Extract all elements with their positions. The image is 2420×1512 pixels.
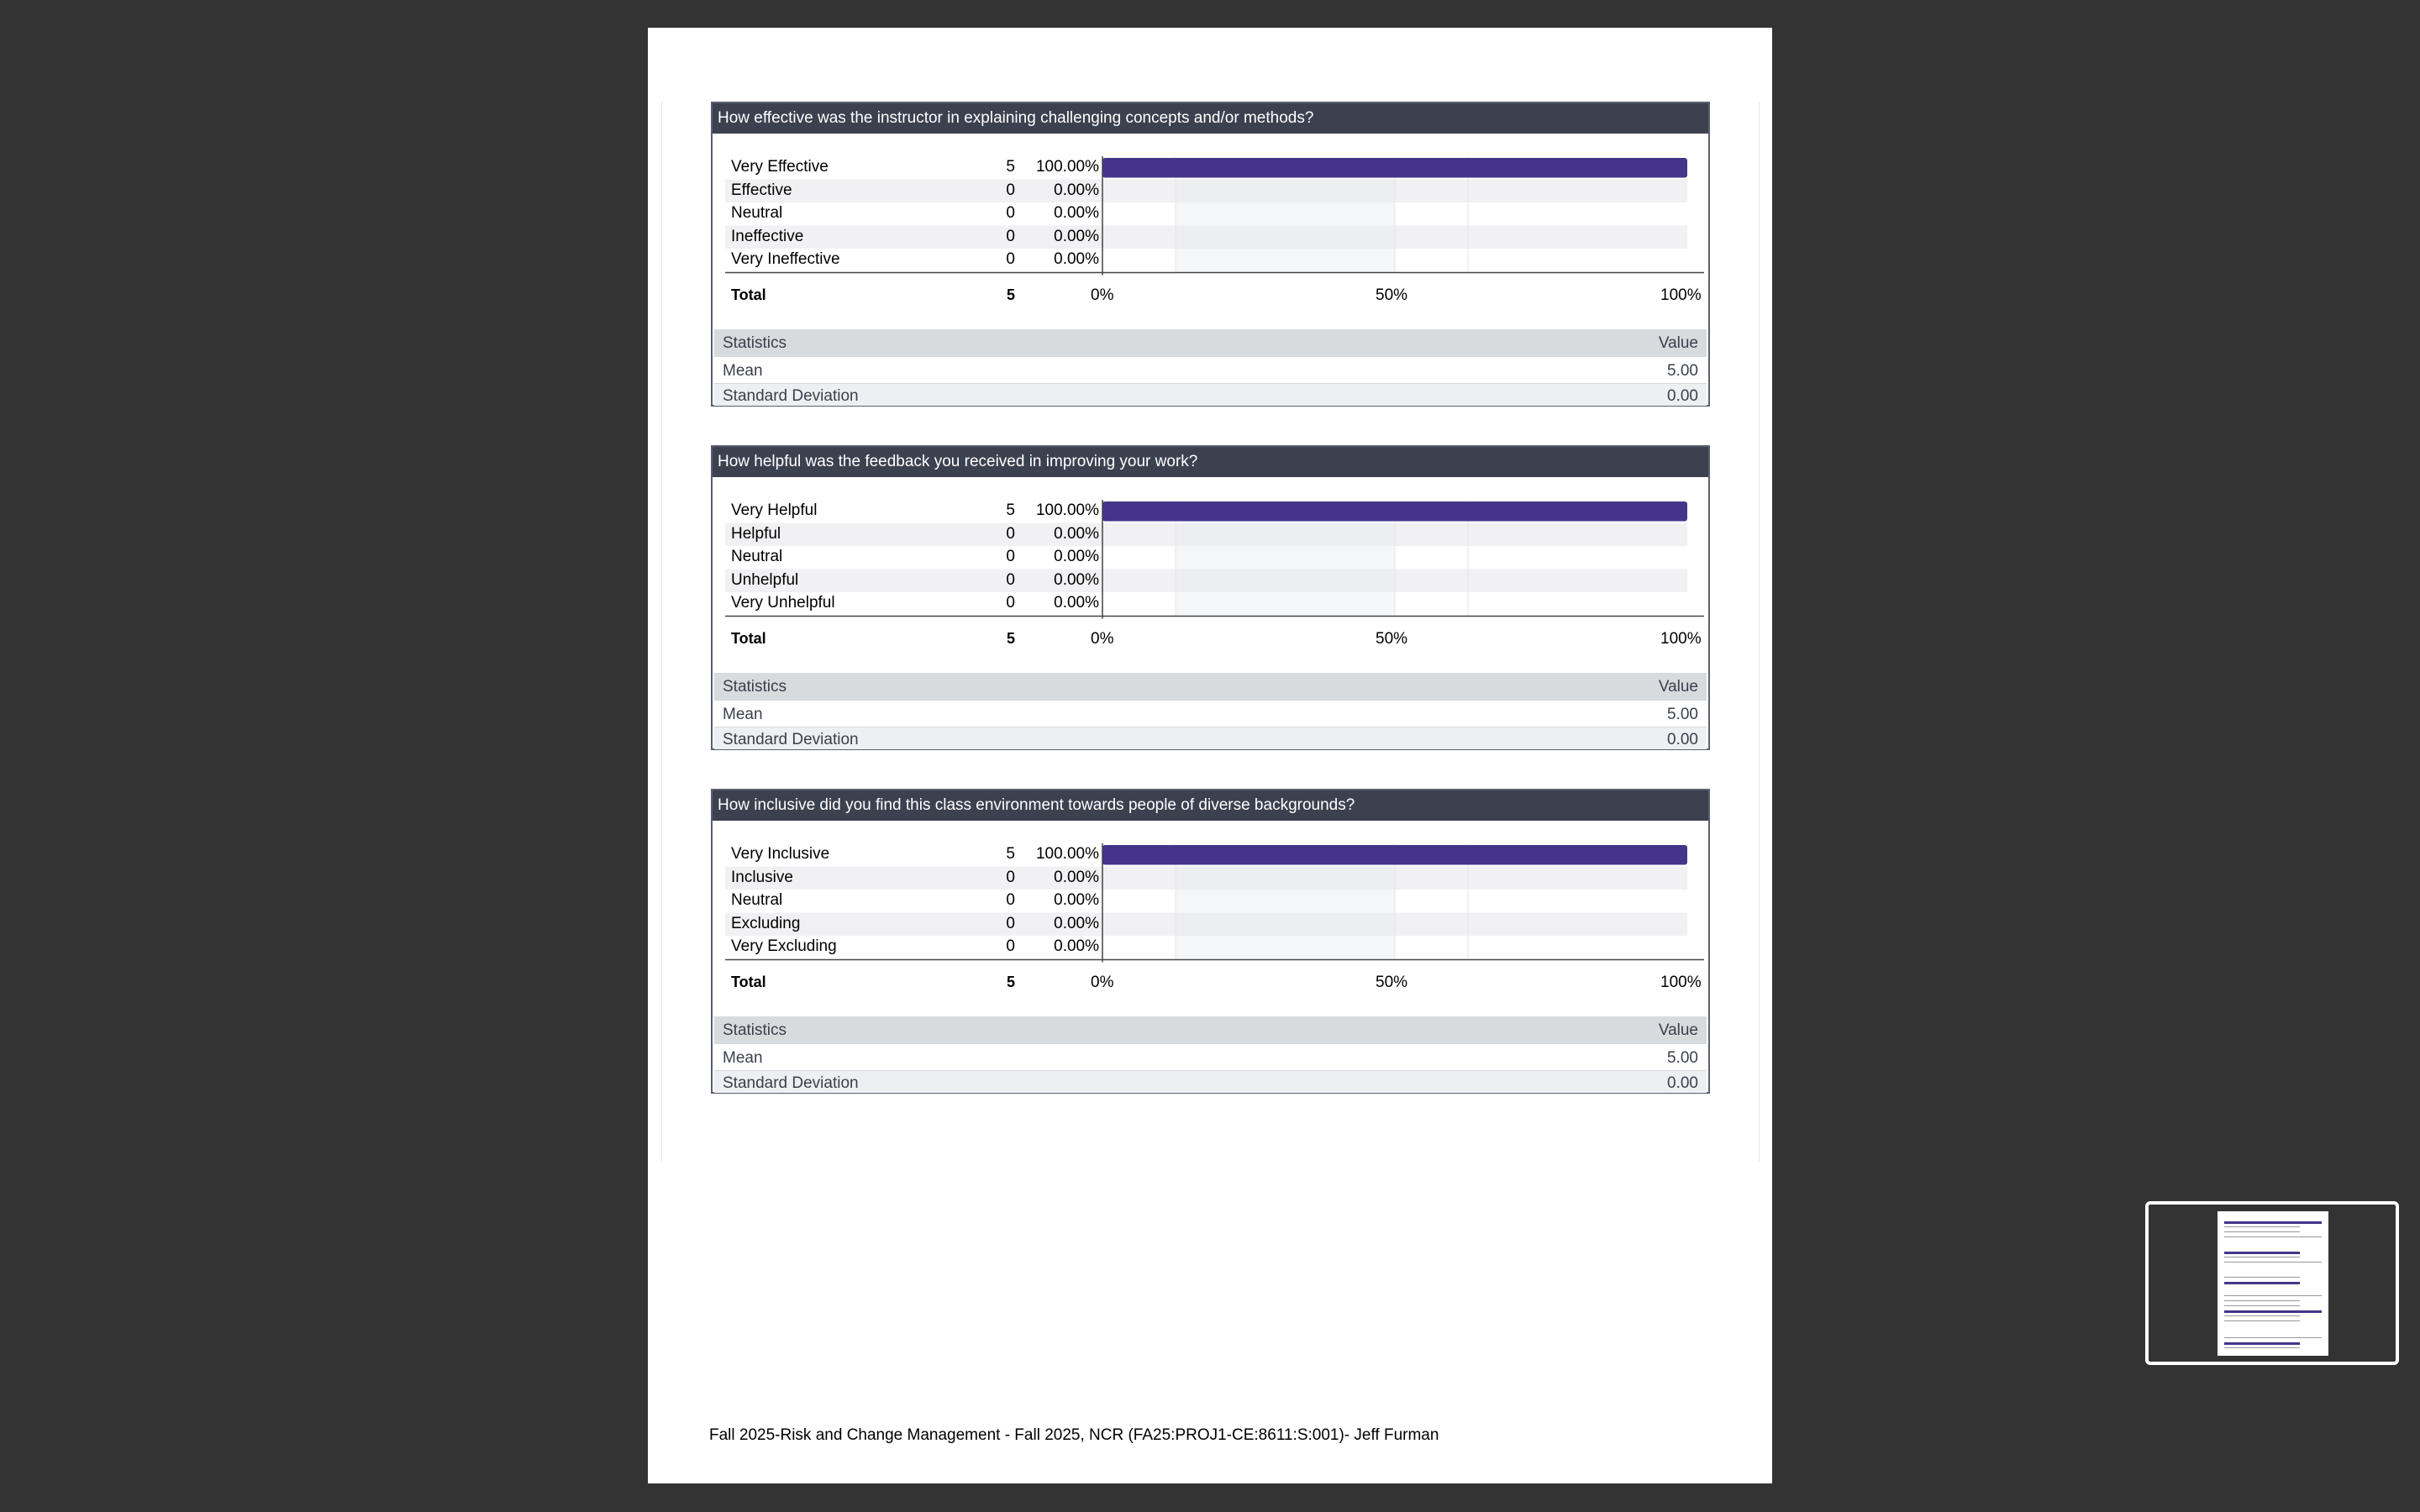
response-label: Unhelpful	[731, 570, 799, 589]
axis-tick-0: 0%	[1091, 630, 1114, 648]
question-block-1	[711, 102, 1710, 407]
response-count: 0	[1006, 570, 1015, 589]
statistics-header	[714, 329, 1707, 356]
stat-row-mean	[714, 700, 1707, 727]
response-percent: 0.00%	[1054, 891, 1099, 909]
total-label: Total	[731, 974, 766, 990]
stat-row-mean	[714, 1043, 1707, 1071]
thumbnail-line	[2224, 1236, 2322, 1237]
question-title: How helpful was the feedback you received in improving your work?	[713, 447, 1708, 477]
question-block-2	[711, 445, 1710, 750]
thumbnail-line	[2224, 1231, 2300, 1232]
statistics-header-label: Statistics	[723, 678, 787, 696]
response-percent: 0.00%	[1054, 250, 1099, 268]
thumbnail-line	[2224, 1342, 2300, 1345]
thumbnail-line	[2224, 1315, 2300, 1316]
statistics-header-label: Statistics	[723, 334, 787, 352]
response-label: Very Unhelpful	[731, 594, 835, 612]
total-count: 5	[1006, 286, 1015, 303]
response-percent: 0.00%	[1054, 548, 1099, 565]
stat-value: 0.00	[1667, 387, 1698, 405]
axis-tick-100: 100%	[1660, 974, 1702, 991]
response-percent: 100.00%	[1035, 501, 1099, 519]
stat-label: Standard Deviation	[723, 731, 859, 748]
response-percent: 0.00%	[1054, 524, 1099, 543]
response-count: 0	[1006, 204, 1015, 222]
stat-label: Mean	[723, 706, 763, 723]
response-row	[713, 867, 1107, 890]
response-row	[713, 546, 1107, 570]
response-label: Neutral	[731, 891, 783, 909]
response-percent: 0.00%	[1054, 868, 1099, 886]
response-row	[713, 913, 1107, 937]
response-count: 0	[1006, 891, 1015, 909]
axis-tick-100: 100%	[1660, 630, 1702, 648]
stat-row-mean	[714, 356, 1707, 384]
response-row	[713, 500, 1107, 523]
thumbnail-line	[2224, 1221, 2322, 1224]
statistics-header	[714, 1016, 1707, 1043]
response-row	[713, 936, 1107, 959]
response-row	[713, 226, 1107, 249]
stat-label: Mean	[723, 1049, 763, 1067]
total-label: Total	[731, 286, 766, 303]
stat-value: 0.00	[1667, 731, 1698, 748]
stat-value: 5.00	[1667, 362, 1698, 380]
response-count: 5	[1006, 501, 1015, 519]
response-percent: 0.00%	[1054, 570, 1099, 589]
response-percent: 0.00%	[1054, 594, 1099, 612]
response-row	[713, 592, 1107, 616]
response-count: 0	[1006, 868, 1015, 886]
response-count: 0	[1006, 227, 1015, 245]
response-percent: 100.00%	[1035, 158, 1099, 176]
response-count: 0	[1006, 524, 1015, 543]
response-label: Neutral	[731, 204, 783, 222]
response-row	[713, 180, 1107, 203]
total-count: 5	[1006, 630, 1015, 647]
response-count: 0	[1006, 914, 1015, 932]
response-count: 0	[1006, 937, 1015, 955]
axis-tick-0: 0%	[1091, 974, 1114, 991]
response-label: Inclusive	[731, 868, 793, 886]
thumbnail-line	[2224, 1320, 2300, 1321]
axis-tick-0: 0%	[1091, 286, 1114, 304]
thumbnail-line	[2224, 1310, 2322, 1313]
stat-row-std-dev	[714, 727, 1707, 749]
value-header-label: Value	[1658, 678, 1698, 696]
response-label: Ineffective	[731, 227, 804, 245]
statistics-header-label: Statistics	[723, 1021, 787, 1039]
response-label: Very Effective	[731, 158, 829, 176]
response-row	[713, 202, 1107, 226]
axis-tick-50: 50%	[1376, 286, 1408, 304]
total-count: 5	[1006, 974, 1015, 990]
response-bar	[1102, 501, 1687, 522]
stat-value: 0.00	[1667, 1074, 1698, 1092]
question-title: How inclusive did you find this class environment towards people of diverse backgrounds?	[713, 790, 1708, 821]
statistics-header	[714, 673, 1707, 700]
value-header-label: Value	[1658, 334, 1698, 352]
response-label: Neutral	[731, 548, 783, 565]
thumbnail-line	[2224, 1337, 2322, 1338]
thumbnail-line	[2224, 1226, 2300, 1227]
axis-tick-50: 50%	[1376, 974, 1408, 991]
thumbnail-line	[2224, 1295, 2322, 1296]
response-bar	[1102, 158, 1687, 178]
question-title: How effective was the instructor in explaining challenging concepts and/or methods?	[713, 103, 1708, 134]
response-count: 0	[1006, 250, 1015, 268]
response-label: Very Helpful	[731, 501, 818, 519]
stat-label: Standard Deviation	[723, 1074, 859, 1092]
grid-band	[1176, 180, 1395, 272]
response-row	[713, 249, 1107, 272]
response-count: 5	[1006, 158, 1015, 176]
response-row	[713, 523, 1107, 547]
axis-tick-100: 100%	[1660, 286, 1702, 304]
grid-band	[1176, 867, 1395, 959]
value-header-label: Value	[1658, 1021, 1698, 1039]
question-block-3	[711, 789, 1710, 1094]
response-count: 5	[1006, 845, 1015, 863]
thumbnail-line	[2224, 1252, 2300, 1254]
page-footer: Fall 2025-Risk and Change Management - Fall 2025, NCR (FA25:PROJ1-CE:8611:S:001)- Jeff Furman	[709, 1426, 1439, 1444]
document-page	[648, 28, 1772, 1483]
response-label: Excluding	[731, 914, 801, 932]
axis-tick-50: 50%	[1376, 630, 1408, 648]
stat-row-std-dev	[714, 383, 1707, 406]
total-label: Total	[731, 630, 766, 647]
stat-value: 5.00	[1667, 706, 1698, 723]
response-label: Very Inclusive	[731, 845, 830, 863]
response-percent: 0.00%	[1054, 937, 1099, 955]
thumbnail-line	[2224, 1347, 2300, 1348]
response-count: 0	[1006, 181, 1015, 199]
response-label: Effective	[731, 181, 792, 199]
thumbnail-line	[2224, 1262, 2322, 1263]
thumbnail-line	[2224, 1277, 2300, 1278]
response-count: 0	[1006, 594, 1015, 612]
response-count: 0	[1006, 548, 1015, 565]
response-percent: 0.00%	[1054, 181, 1099, 199]
thumbnail-page-preview	[2217, 1211, 2328, 1356]
response-percent: 100.00%	[1035, 845, 1099, 863]
stat-row-std-dev	[714, 1070, 1707, 1093]
thumbnail-line	[2224, 1300, 2300, 1301]
stat-label: Mean	[723, 362, 763, 380]
stat-value: 5.00	[1667, 1049, 1698, 1067]
grid-band	[1176, 523, 1395, 616]
page-thumbnail[interactable]	[2145, 1201, 2399, 1365]
response-row	[713, 890, 1107, 913]
response-percent: 0.00%	[1054, 204, 1099, 222]
response-row	[713, 156, 1107, 180]
response-row	[713, 570, 1107, 593]
response-label: Very Excluding	[731, 937, 837, 955]
response-row	[713, 843, 1107, 867]
stat-label: Standard Deviation	[723, 387, 859, 405]
response-percent: 0.00%	[1054, 914, 1099, 932]
response-label: Helpful	[731, 524, 781, 543]
response-bar	[1102, 845, 1687, 865]
response-label: Very Ineffective	[731, 250, 840, 268]
thumbnail-line	[2224, 1305, 2300, 1306]
thumbnail-line	[2224, 1282, 2300, 1284]
response-percent: 0.00%	[1054, 227, 1099, 245]
